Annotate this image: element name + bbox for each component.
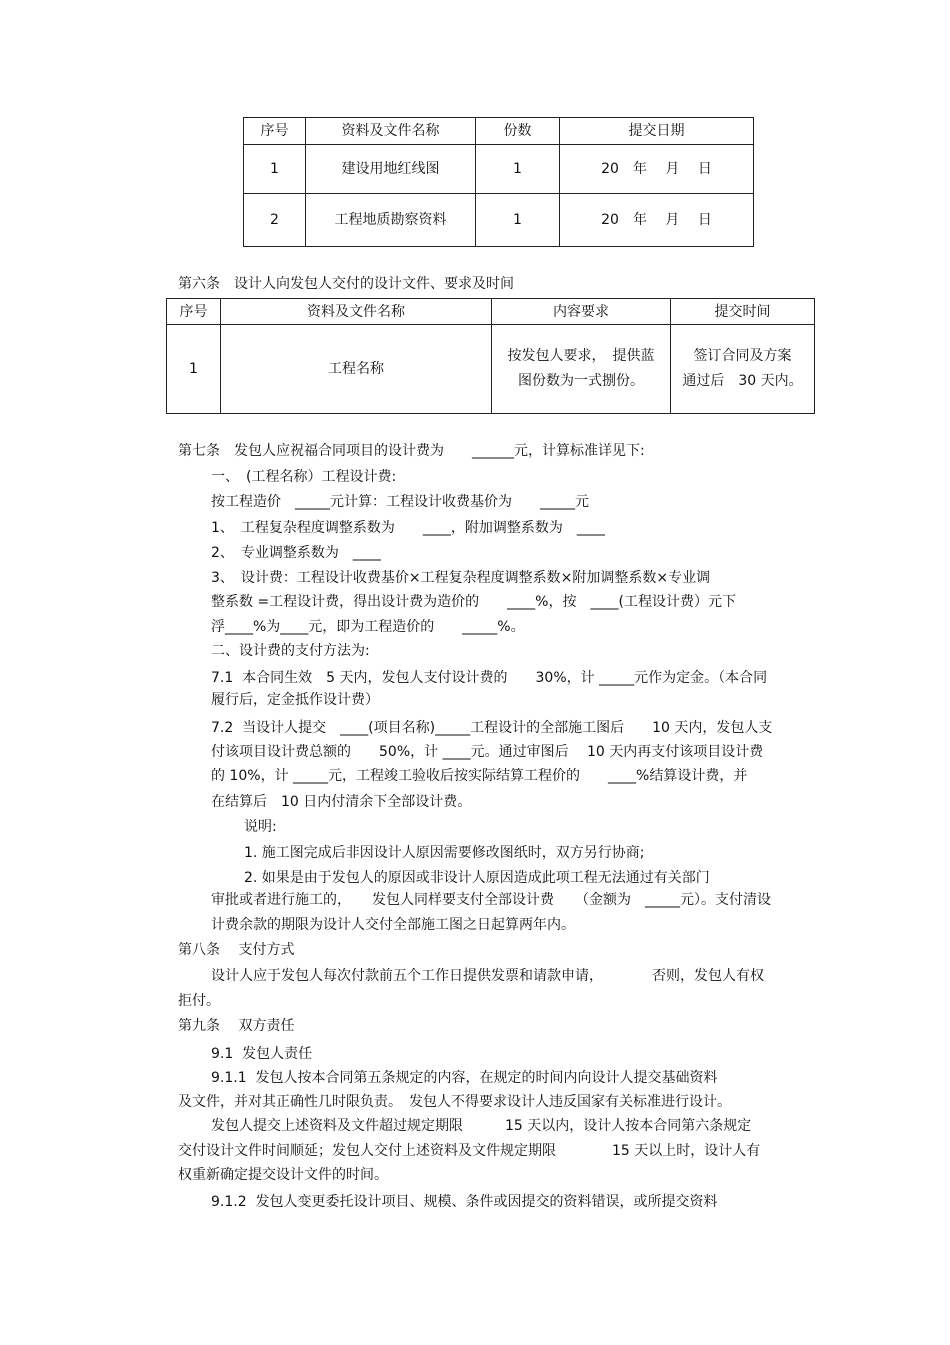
table-cell: 20 年 月 日 xyxy=(560,145,754,194)
text-line: 整系数 =工程设计费，得出设计费为造价的 ____%，按 ____(工程设计费）元下 xyxy=(211,594,736,610)
table-cell: 1 xyxy=(167,325,221,414)
table-row xyxy=(167,325,815,414)
submission-table xyxy=(243,117,754,247)
text-line: 发包人提交上述资料及文件超过规定期限 15 天以内，设计人按本合同第六条规定 xyxy=(211,1118,752,1134)
table-cell: 工程地质勘察资料 xyxy=(306,194,476,247)
text-line: 3、 设计费：工程设计收费基价×工程复杂程度调整系数×附加调整系数×专业调 xyxy=(211,570,711,586)
text-line: 7.1 本合同生效 5 天内，发包人支付设计费的 30%，计 _____元作为定金。（本合同 xyxy=(211,670,768,686)
table-cell: 2 xyxy=(244,194,306,247)
article-6-title: 第六条 设计人向发包人交付的设计文件、要求及时间 xyxy=(178,276,514,292)
text-line: 二、设计费的支付方法为: xyxy=(211,643,370,659)
text-line: 交付设计文件时间顺延；发包人交付上述资料及文件规定期限 15 天以上时，设计人有 xyxy=(178,1143,761,1159)
text-line: 一、 (工程名称）工程设计费: xyxy=(211,469,397,485)
table-cell: 工程名称 xyxy=(221,325,492,414)
text-line: 权重新确定提交设计文件的时间。 xyxy=(178,1167,388,1183)
text-line: 9.1.1 发包人按本合同第五条规定的内容，在规定的时间内向设计人提交基础资料 xyxy=(211,1070,718,1086)
text-line: 在结算后 10 日内付清余下全部设计费。 xyxy=(211,794,472,810)
text-line: 9.1.2 发包人变更委托设计项目、规模、条件或因提交的资料错误，或所提交资料 xyxy=(211,1194,718,1210)
deliverables-table xyxy=(166,298,815,414)
header-cell: 提交日期 xyxy=(560,118,754,145)
header-cell: 资料及文件名称 xyxy=(221,299,492,325)
header-cell: 资料及文件名称 xyxy=(306,118,476,145)
table-cell: 建设用地红线图 xyxy=(306,145,476,194)
article-8-heading: 第八条 支付方式 xyxy=(178,942,295,958)
text-line: 9.1 发包人责任 xyxy=(211,1046,313,1062)
table-header-row xyxy=(167,299,815,325)
text-line: 拒付。 xyxy=(178,993,220,1009)
text-line: 履行后，定金抵作设计费） xyxy=(211,692,379,708)
table-cell: 签订合同及方案 通过后 30 天内。 xyxy=(671,325,815,414)
text-line: 1、 工程复杂程度调整系数为 ____，附加调整系数为 ____ xyxy=(211,520,605,536)
text-line: 计费余款的期限为设计人交付全部施工图之日起算两年内。 xyxy=(211,917,575,933)
table-row xyxy=(244,145,754,194)
text-line: 审批或者进行施工的， 发包人同样要支付全部设计费 （金额为 _____元）。支付清设 xyxy=(211,892,771,908)
table-header-row xyxy=(244,118,754,145)
text-line: 浮____%为____元，即为工程造价的 _____%。 xyxy=(211,619,525,635)
text-line: 及文件，并对其正确性几时限负责。 发包人不得要求设计人违反国家有关标准进行设计。 xyxy=(178,1094,731,1110)
text-line: 付该项目设计费总额的 50%，计 ____元。通过审图后 10 天内再支付该项目设计费 xyxy=(211,744,764,760)
text-line: 2. 如果是由于发包人的原因或非设计人原因造成此项工程无法通过有关部门 xyxy=(244,870,710,886)
header-cell: 内容要求 xyxy=(492,299,671,325)
header-cell: 提交时间 xyxy=(671,299,815,325)
text-line: 说明: xyxy=(244,819,277,835)
table-cell: 1 xyxy=(476,194,560,247)
table-cell: 按发包人要求， 提供蓝 图份数为一式捌份。 xyxy=(492,325,671,414)
table-row xyxy=(244,194,754,247)
article-9-heading: 第九条 双方责任 xyxy=(178,1018,295,1034)
table-cell: 1 xyxy=(244,145,306,194)
text-line: 7.2 当设计人提交 ____(项目名称)_____工程设计的全部施工图后 10 天内，发包人支 xyxy=(211,720,773,736)
table-cell: 20 年 月 日 xyxy=(560,194,754,247)
article-7-heading: 第七条 发包人应祝福合同项目的设计费为 ______元，计算标准详见下: xyxy=(178,443,645,459)
table-cell: 1 xyxy=(476,145,560,194)
text-line: 按工程造价 _____元计算：工程设计收费基价为 _____元 xyxy=(211,494,589,510)
text-line: 设计人应于发包人每次付款前五个工作日提供发票和请款申请， 否则，发包人有权 xyxy=(211,968,764,984)
text-line: 的 10%，计 _____元，工程竣工验收后按实际结算工程价的 ____%结算设计费，并 xyxy=(211,768,748,784)
text-line: 1. 施工图完成后非因设计人原因需要修改图纸时，双方另行协商; xyxy=(244,845,645,861)
header-cell: 份数 xyxy=(476,118,560,145)
header-cell: 序号 xyxy=(244,118,306,145)
text-line: 2、 专业调整系数为 ____ xyxy=(211,545,381,561)
header-cell: 序号 xyxy=(167,299,221,325)
